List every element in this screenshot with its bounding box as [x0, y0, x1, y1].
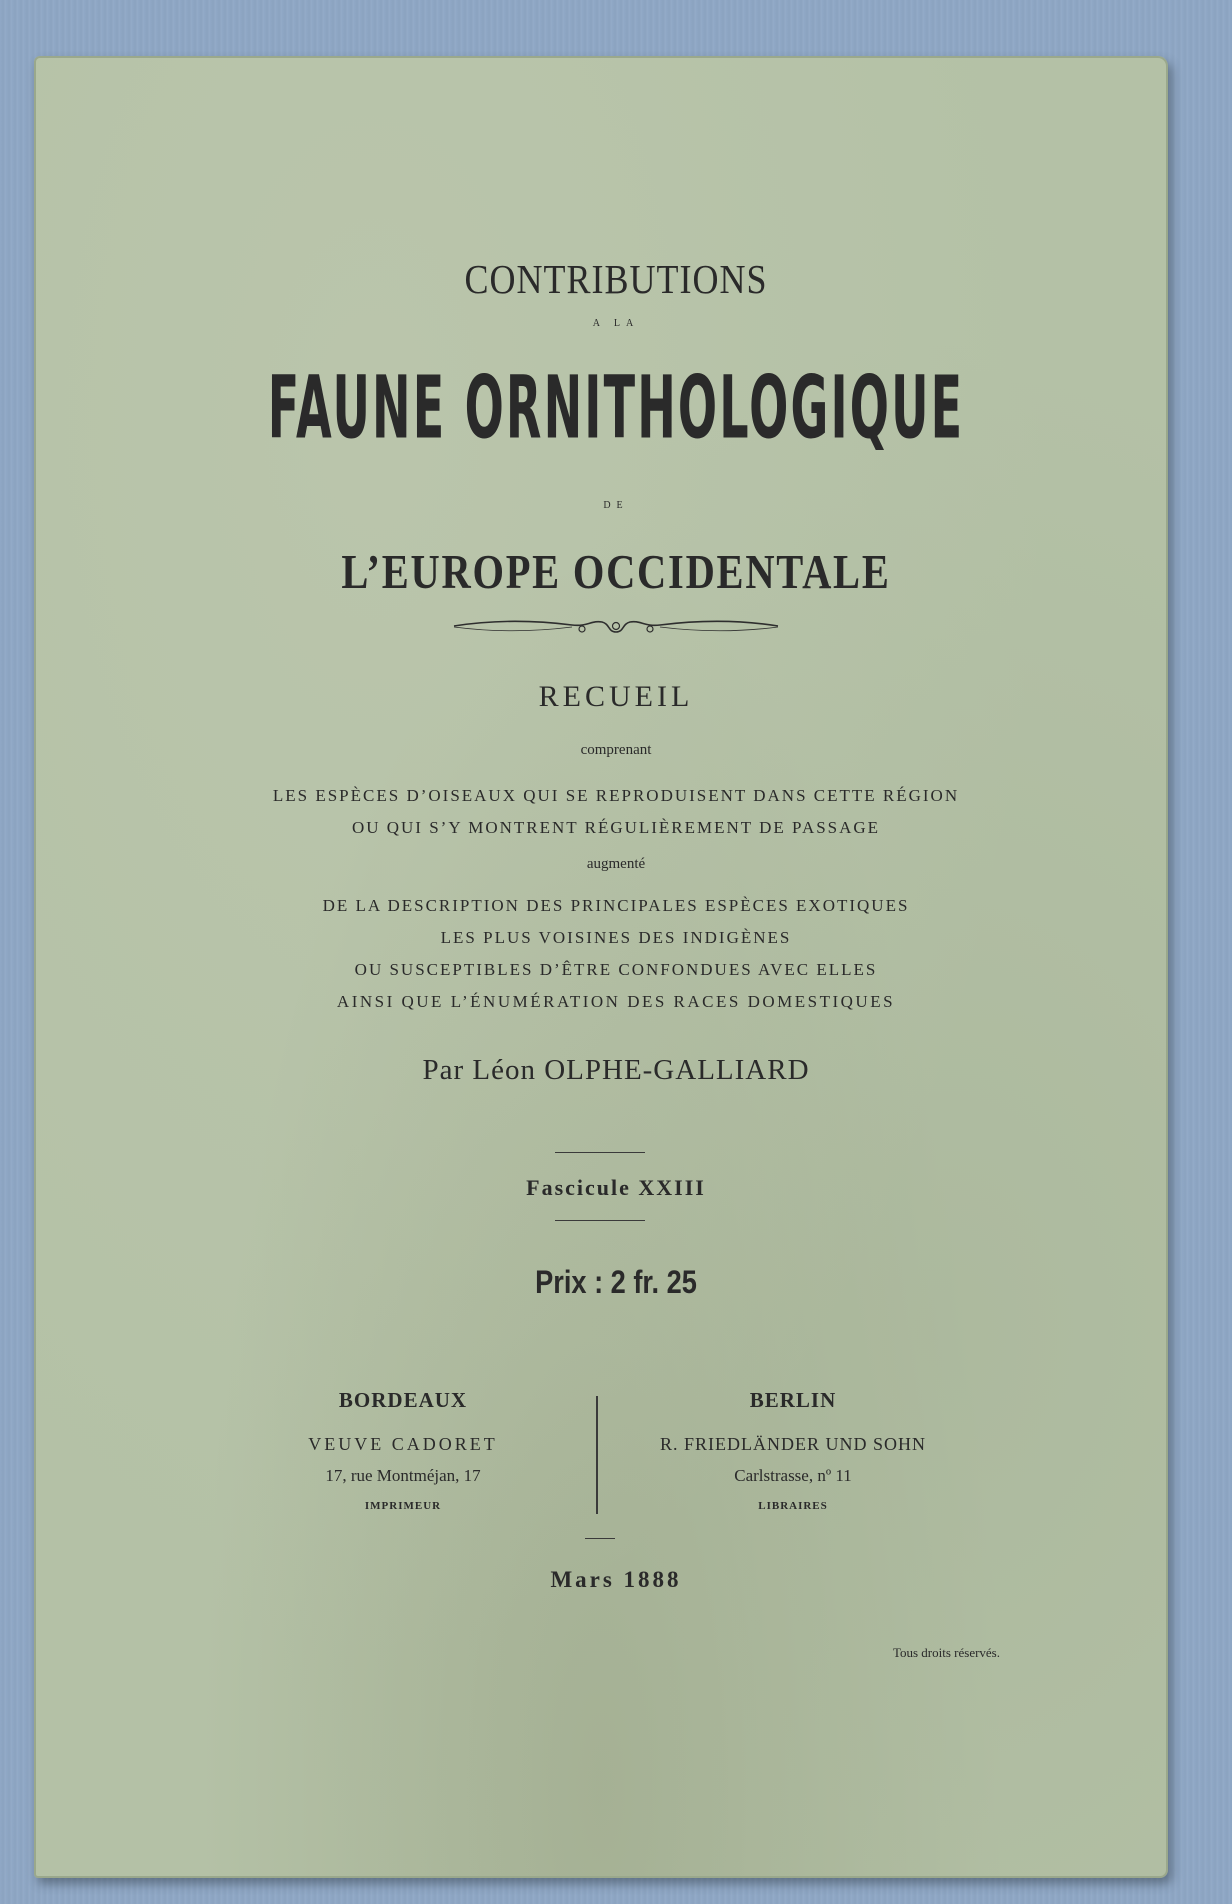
publisher-city: BORDEAUX: [338, 1388, 468, 1412]
description-line: LES PLUS VOISINES DES INDIGÈNES: [440, 928, 792, 947]
title-de: DE: [603, 500, 629, 511]
publisher-name: VEUVE CADORET: [308, 1434, 498, 1454]
augmente-text: augmenté: [586, 856, 646, 872]
publisher-city: BERLIN: [749, 1388, 837, 1412]
short-rule: [585, 1538, 615, 1539]
short-rule: [555, 1220, 645, 1221]
price-label: Prix : 2 fr. 25: [535, 1264, 697, 1300]
publication-date: Mars 1888: [550, 1567, 682, 1592]
column-divider: [596, 1396, 598, 1514]
title-contributions: CONTRIBUTIONS: [464, 256, 768, 302]
description-line: DE LA DESCRIPTION DES PRINCIPALES ESPÈCES EXOTIQUES: [322, 896, 910, 915]
publisher-role: IMPRIMEUR: [364, 1500, 442, 1512]
title-a-la: A LA: [592, 318, 640, 329]
title-main: FAUNE ORNITHOLOGIQUE: [267, 359, 965, 459]
fascicule-label: Fascicule XXIII: [526, 1175, 706, 1200]
publisher-role: LIBRAIRES: [758, 1500, 828, 1512]
recueil-heading: RECUEIL: [538, 680, 694, 713]
description-line: OU SUSCEPTIBLES D’ÊTRE CONFONDUES AVEC ELLES: [354, 960, 878, 979]
publisher-address: 17, rue Montméjan, 17: [325, 1466, 481, 1485]
description-line: LES ESPÈCES D’OISEAUX QUI SE REPRODUISENT DANS CETTE RÉGION: [272, 786, 960, 805]
short-rule: [555, 1152, 645, 1153]
comprenant-text: comprenant: [580, 742, 652, 758]
publisher-address: Carlstrasse, nº 11: [734, 1466, 852, 1485]
title-region: L’EUROPE OCCIDENTALE: [341, 544, 891, 599]
ornament-divider: [452, 614, 780, 638]
rights-notice: Tous droits réservés.: [892, 1645, 1000, 1660]
publisher-name: R. FRIEDLÄNDER UND SOHN: [659, 1434, 926, 1454]
description-line: OU QUI S’Y MONTRENT RÉGULIÈREMENT DE PASSAGE: [351, 818, 881, 837]
author-line: Par Léon OLPHE-GALLIARD: [422, 1054, 810, 1086]
description-line: AINSI QUE L’ÉNUMÉRATION DES RACES DOMESTIQUES: [336, 992, 896, 1011]
